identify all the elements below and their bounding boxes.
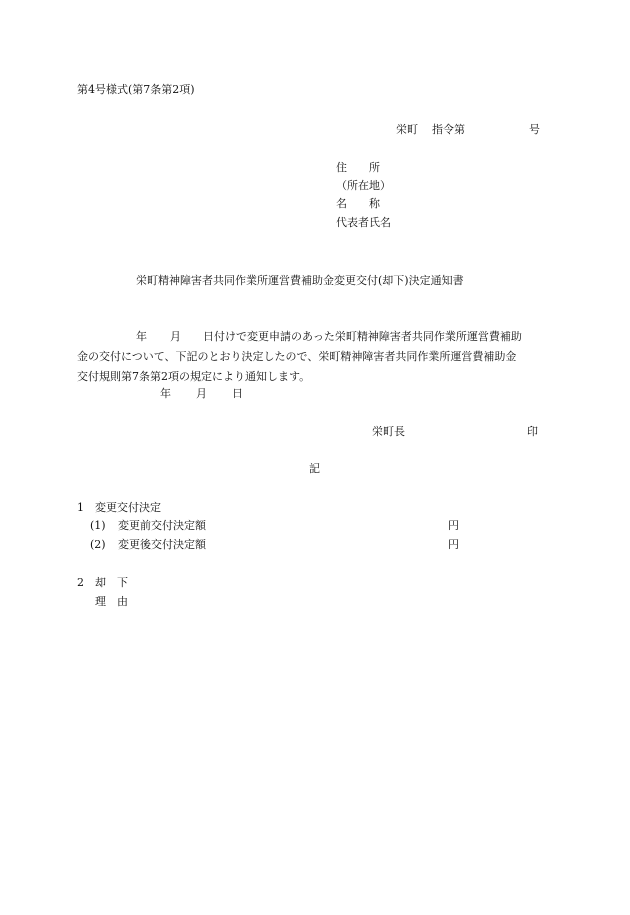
body-year: 年: [136, 330, 147, 343]
item-2-reason: 理 由: [95, 595, 128, 608]
item-1-sub-2-unit: 円: [448, 538, 459, 551]
date-month: 月: [196, 387, 207, 400]
mayor-label: 栄町長: [372, 425, 405, 438]
body-line-2: 金の交付について、下記のとおり決定したので、栄町精神障害者共同作業所運営費補助金: [77, 350, 517, 363]
item-1-sub-1-unit: 円: [448, 519, 459, 532]
body-line-1: [77, 327, 549, 347]
body-paragraph: [77, 327, 549, 387]
date-day: 日: [232, 387, 243, 400]
representative-label: 代表者氏名: [336, 216, 391, 229]
item-1-sub-2-number: (2): [90, 538, 106, 551]
issuer-directive: 指令第: [432, 123, 465, 136]
body-month: 月: [170, 330, 181, 343]
form-number: 第4号様式(第7条第2項): [77, 83, 195, 96]
item-2-label: 2 却 下: [77, 576, 128, 589]
issuer-town: 栄町: [396, 123, 418, 136]
ki-heading: 記: [309, 462, 320, 475]
location-label: （所在地）: [336, 179, 391, 192]
document-title: 栄町精神障害者共同作業所運営費補助金変更交付(却下)決定通知書: [136, 274, 464, 287]
item-1-sub-1-number: (1): [90, 519, 106, 532]
address-label: 住 所: [336, 161, 380, 174]
date-year: 年: [160, 387, 171, 400]
item-1-label: 1 変更交付決定: [77, 501, 161, 514]
item-1-sub-2-label: 変更後交付決定額: [118, 538, 206, 551]
body-line-1-text: 日付けで変更申請のあった栄町精神障害者共同作業所運営費補助: [203, 330, 522, 343]
seal-mark: 印: [527, 425, 538, 438]
body-line-3: 交付規則第7条第2項の規定により通知します。: [77, 370, 311, 383]
name-label: 名 称: [336, 197, 380, 210]
item-1-sub-1-label: 変更前交付決定額: [118, 519, 206, 532]
issuer-number-suffix: 号: [529, 123, 540, 136]
